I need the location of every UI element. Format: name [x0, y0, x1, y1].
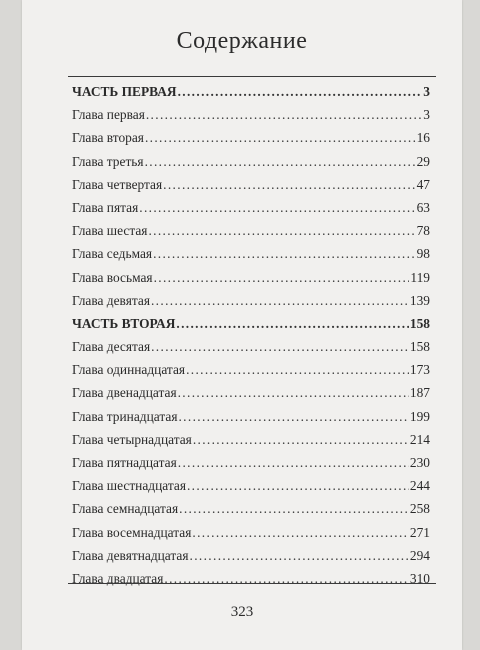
dot-leader [178, 381, 409, 404]
toc-entry[interactable] [72, 381, 430, 404]
toc-entry-label: Глава тринадцатая [72, 408, 178, 424]
dot-leader [176, 312, 409, 335]
toc-entry[interactable] [72, 474, 430, 497]
toc-entry-page: 244 [409, 478, 430, 494]
toc-entry-label: Глава шестая [72, 223, 148, 239]
dot-leader [178, 451, 409, 474]
toc-entry[interactable] [72, 497, 430, 520]
toc-entry-page: 3 [423, 84, 430, 99]
dot-leader [186, 358, 409, 381]
toc-entry-page: 3 [423, 107, 430, 123]
toc-part-heading[interactable] [72, 80, 430, 103]
toc-entry-page: 310 [409, 570, 430, 586]
toc-entry-page: 230 [409, 455, 430, 470]
dot-leader [187, 474, 409, 497]
dot-leader [178, 405, 408, 428]
toc-entry-label: Глава одиннадцатая [72, 362, 186, 378]
toc-entry[interactable] [72, 242, 430, 265]
toc-entry[interactable] [72, 266, 430, 289]
toc-entry-label: Глава пятая [72, 199, 139, 215]
toc-entry-page: 16 [416, 130, 430, 146]
toc-entry[interactable] [72, 289, 430, 312]
toc-entry-label: Глава четырнадцатая [72, 431, 192, 447]
toc-entry[interactable] [72, 521, 430, 544]
toc-entry-page: 199 [409, 408, 430, 424]
bottom-rule [68, 583, 436, 584]
toc-entry-label: Глава девятая [72, 292, 150, 308]
toc-entry-label: ЧАСТЬ ВТОРАЯ [72, 315, 176, 331]
toc-entry[interactable] [72, 150, 430, 173]
dot-leader [151, 335, 409, 358]
book-page [22, 0, 462, 650]
dot-leader [163, 173, 415, 196]
toc-entry-label: Глава семнадцатая [72, 501, 179, 517]
toc-entry-page: 98 [416, 246, 430, 262]
dot-leader [179, 497, 409, 520]
toc-entry-page: 187 [409, 385, 430, 401]
toc-entry-page: 258 [409, 501, 430, 517]
dot-leader [178, 80, 423, 103]
toc-entry-page: 294 [409, 547, 430, 563]
dot-leader [139, 196, 415, 219]
toc-entry-label: Глава девятнадцатая [72, 547, 189, 563]
toc-entry[interactable] [72, 196, 430, 219]
toc-entry-label: Глава двадцатая [72, 570, 164, 586]
dot-leader [148, 219, 415, 242]
toc-entry-page: 158 [409, 339, 430, 355]
dot-leader [146, 103, 422, 126]
toc-entry[interactable] [72, 428, 430, 451]
dot-leader [193, 428, 409, 451]
toc-entry-page: 271 [409, 524, 430, 540]
toc-entry-page: 173 [409, 362, 430, 378]
dot-leader [145, 150, 416, 173]
dot-leader [190, 544, 409, 567]
toc-entry-label: Глава десятая [72, 339, 151, 355]
toc-entry[interactable] [72, 451, 430, 474]
toc-entry[interactable] [72, 103, 430, 126]
top-rule [68, 76, 436, 77]
toc-entry-label: Глава вторая [72, 130, 144, 146]
toc-entry-page: 119 [410, 269, 430, 285]
toc-entry[interactable] [72, 335, 430, 358]
dot-leader [192, 521, 409, 544]
toc-entry[interactable] [72, 219, 430, 242]
toc-entry-page: 78 [416, 223, 430, 239]
page-title: Содержание [176, 28, 308, 54]
toc-entry-label: Глава восьмая [72, 269, 153, 285]
toc-entry[interactable] [72, 126, 430, 149]
toc-entry-page: 47 [416, 176, 430, 192]
dot-leader [164, 567, 409, 590]
toc-entry-label: Глава седьмая [72, 246, 153, 262]
toc-entry[interactable] [72, 405, 430, 428]
toc-entry-label: Глава первая [72, 107, 145, 123]
toc-entry-label: Глава четвертая [72, 176, 163, 192]
toc-entry-label: Глава пятнадцатая [72, 455, 177, 470]
toc-entry-page: 139 [409, 292, 430, 308]
toc-entry[interactable] [72, 358, 430, 381]
toc-entry-label: Глава третья [72, 153, 144, 169]
toc-entry-page: 29 [416, 153, 430, 169]
page-number: 323 [230, 604, 254, 620]
toc-entry-page: 214 [409, 431, 430, 447]
toc-part-heading[interactable] [72, 312, 430, 335]
dot-leader [153, 242, 416, 265]
toc-entry-page: 158 [409, 315, 430, 331]
toc-entry-label: Глава шестнадцатая [72, 478, 186, 494]
toc-entry[interactable] [72, 544, 430, 567]
dot-leader [151, 289, 409, 312]
dot-leader [154, 266, 410, 289]
toc-entry[interactable] [72, 173, 430, 196]
toc-entry-label: Глава восемнадцатая [72, 524, 192, 540]
toc-entry[interactable] [72, 567, 430, 590]
dot-leader [145, 126, 416, 149]
toc-entry-label: Глава двенадцатая [72, 385, 177, 401]
toc-entry-label: ЧАСТЬ ПЕРВАЯ [72, 84, 177, 99]
toc-entry-page: 63 [416, 199, 430, 215]
table-of-contents [72, 80, 430, 590]
